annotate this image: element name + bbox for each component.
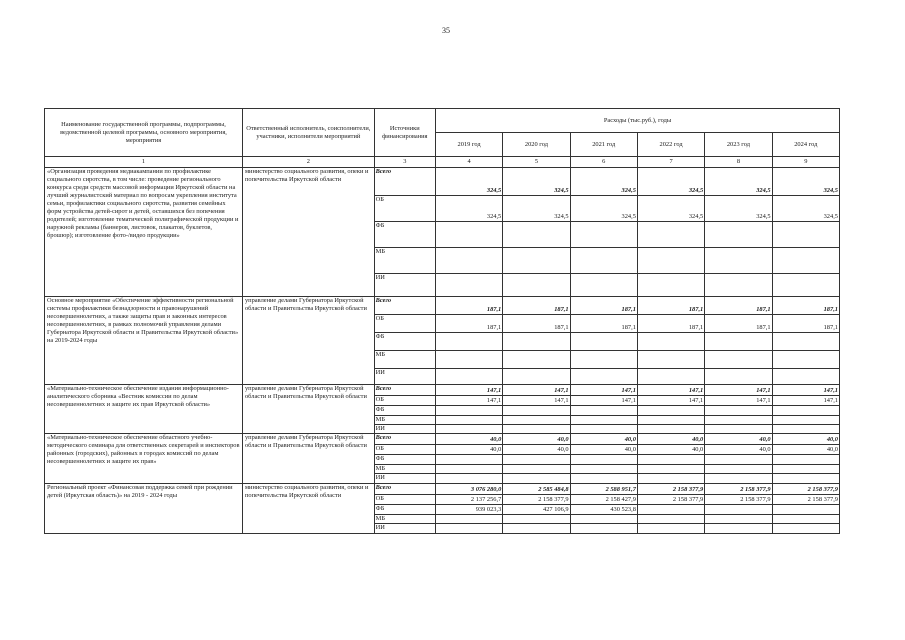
amount-cell xyxy=(772,369,839,385)
amount-cell xyxy=(772,416,839,425)
amount-cell: 2 158 377,9 xyxy=(772,484,839,495)
column-number: 9 xyxy=(772,157,839,168)
amount-cell xyxy=(772,505,839,515)
funding-source: ИИ xyxy=(374,369,435,385)
header-source: Источники финансирования xyxy=(374,109,435,157)
amount-cell xyxy=(637,274,704,297)
amount-cell xyxy=(503,274,570,297)
amount-cell: 40,0 xyxy=(772,445,839,455)
amount-cell xyxy=(503,222,570,248)
funding-source: МБ xyxy=(374,416,435,425)
amount-cell xyxy=(503,248,570,274)
amount-cell: 324,5 xyxy=(435,196,502,222)
amount-cell xyxy=(705,455,772,465)
amount-cell xyxy=(503,416,570,425)
amount-cell xyxy=(637,425,704,434)
amount-cell xyxy=(772,333,839,351)
executor-cell: министерство социального развития, опеки и попечительства Иркутской области xyxy=(242,168,374,297)
amount-cell: 324,5 xyxy=(503,168,570,196)
amount-cell xyxy=(570,351,637,369)
measure-name: «Материально-техническое обеспечение областного учебно-методического семинара для ответственных секретарей и инспекторов районных (городских), районных в городах комиссий по делам несовершеннолетних и защите их прав» xyxy=(45,434,243,484)
measure-name: «Организация проведения медиакампании по профилактике социального сиротства, в том числе: проведение регионального конкурса среди средств массовой информации Иркутской области на лучший журналистский материал по вопросам укрепления института семьи, профилактики социального сиротства, развития семейных форм устройства детей-сирот и детей, оставшихся без попечения родителей; изготовление тематической полиграфической продукции и наружной рекламы (баннеров, листовок, плакатов, буклетов, брошюр); изготовление фото-/видео продукции» xyxy=(45,168,243,297)
funding-source: Всего xyxy=(374,297,435,315)
amount-cell: 40,0 xyxy=(435,445,502,455)
amount-cell xyxy=(705,474,772,484)
funding-source: МБ xyxy=(374,515,435,524)
amount-cell: 40,0 xyxy=(503,434,570,445)
amount-cell: 187,1 xyxy=(570,315,637,333)
amount-cell: 324,5 xyxy=(570,196,637,222)
amount-cell xyxy=(570,274,637,297)
amount-cell xyxy=(637,465,704,474)
amount-cell: 187,1 xyxy=(570,297,637,315)
amount-cell: 2 137 256,7 xyxy=(435,495,502,505)
amount-cell: 187,1 xyxy=(705,315,772,333)
amount-cell: 147,1 xyxy=(772,396,839,406)
amount-cell xyxy=(570,474,637,484)
amount-cell xyxy=(772,222,839,248)
amount-cell xyxy=(637,248,704,274)
amount-cell xyxy=(503,474,570,484)
funding-source: ФБ xyxy=(374,406,435,416)
expenses-table xyxy=(44,108,840,534)
funding-source: Всего xyxy=(374,434,435,445)
amount-cell xyxy=(570,524,637,534)
amount-cell: 324,5 xyxy=(637,168,704,196)
amount-cell: 147,1 xyxy=(637,385,704,396)
amount-cell xyxy=(772,455,839,465)
amount-cell xyxy=(503,351,570,369)
amount-cell xyxy=(503,369,570,385)
amount-cell: 40,0 xyxy=(705,445,772,455)
funding-source: ИИ xyxy=(374,274,435,297)
amount-cell xyxy=(435,515,502,524)
amount-cell: 147,1 xyxy=(503,385,570,396)
amount-cell xyxy=(637,351,704,369)
amount-cell xyxy=(705,222,772,248)
amount-cell xyxy=(570,406,637,416)
funding-source: ИИ xyxy=(374,425,435,434)
amount-cell xyxy=(435,474,502,484)
amount-cell xyxy=(503,515,570,524)
amount-cell xyxy=(705,369,772,385)
funding-source: ФБ xyxy=(374,505,435,515)
amount-cell: 324,5 xyxy=(570,168,637,196)
funding-source: МБ xyxy=(374,248,435,274)
header-year: 2023 год xyxy=(705,133,772,157)
amount-cell xyxy=(705,465,772,474)
amount-cell: 2 158 377,9 xyxy=(705,484,772,495)
amount-cell xyxy=(705,505,772,515)
amount-cell xyxy=(705,351,772,369)
column-number: 2 xyxy=(242,157,374,168)
amount-cell: 187,1 xyxy=(435,315,502,333)
amount-cell: 187,1 xyxy=(705,297,772,315)
amount-cell xyxy=(570,416,637,425)
column-number: 8 xyxy=(705,157,772,168)
amount-cell xyxy=(570,333,637,351)
amount-cell xyxy=(772,474,839,484)
amount-cell xyxy=(435,465,502,474)
amount-cell: 40,0 xyxy=(637,434,704,445)
amount-cell: 40,0 xyxy=(570,445,637,455)
amount-cell: 3 076 280,0 xyxy=(435,484,502,495)
amount-cell: 40,0 xyxy=(570,434,637,445)
amount-cell: 40,0 xyxy=(435,434,502,445)
amount-cell xyxy=(705,248,772,274)
amount-cell xyxy=(772,351,839,369)
table-body xyxy=(45,168,840,534)
amount-cell xyxy=(503,524,570,534)
amount-cell: 324,5 xyxy=(772,196,839,222)
amount-cell xyxy=(705,333,772,351)
amount-cell xyxy=(435,351,502,369)
funding-source: МБ xyxy=(374,351,435,369)
amount-cell: 40,0 xyxy=(503,445,570,455)
funding-source: ОБ xyxy=(374,445,435,455)
amount-cell: 939 023,3 xyxy=(435,505,502,515)
amount-cell: 147,1 xyxy=(705,396,772,406)
amount-cell: 147,1 xyxy=(570,385,637,396)
amount-cell xyxy=(503,465,570,474)
amount-cell: 187,1 xyxy=(637,297,704,315)
amount-cell: 324,5 xyxy=(705,196,772,222)
amount-cell: 2 158 377,9 xyxy=(503,495,570,505)
amount-cell: 147,1 xyxy=(503,396,570,406)
amount-cell: 40,0 xyxy=(772,434,839,445)
amount-cell xyxy=(570,455,637,465)
table-row xyxy=(45,297,840,315)
amount-cell: 2 585 484,8 xyxy=(503,484,570,495)
amount-cell xyxy=(772,524,839,534)
amount-cell xyxy=(435,406,502,416)
funding-source: ОБ xyxy=(374,315,435,333)
measure-name: Основное мероприятие «Обеспечение эффективности региональной системы профилактики безнадзорности и правонарушений несовершеннолетних, а также защиты прав и законных интересов несовершеннолетних, в рамках полномочий управления делами Губернатора Иркутской области и Правительства Иркутской области» на 2019-2024 годы xyxy=(45,297,243,385)
amount-cell xyxy=(435,416,502,425)
header-expenses: Расходы (тыс.руб.), годы xyxy=(435,109,839,133)
amount-cell xyxy=(705,406,772,416)
amount-cell xyxy=(570,369,637,385)
amount-cell: 187,1 xyxy=(772,297,839,315)
amount-cell: 40,0 xyxy=(705,434,772,445)
amount-cell xyxy=(570,222,637,248)
amount-cell xyxy=(705,274,772,297)
funding-source: ИИ xyxy=(374,524,435,534)
executor-cell: министерство социального развития, опеки и попечительства Иркутской области xyxy=(242,484,374,534)
amount-cell xyxy=(435,369,502,385)
amount-cell: 324,5 xyxy=(503,196,570,222)
amount-cell xyxy=(637,369,704,385)
column-number: 4 xyxy=(435,157,502,168)
amount-cell xyxy=(637,524,704,534)
table-row xyxy=(45,434,840,445)
header-year: 2024 год xyxy=(772,133,839,157)
amount-cell xyxy=(772,406,839,416)
amount-cell: 324,5 xyxy=(772,168,839,196)
header-year: 2022 год xyxy=(637,133,704,157)
amount-cell xyxy=(772,465,839,474)
amount-cell: 324,5 xyxy=(705,168,772,196)
amount-cell: 147,1 xyxy=(570,396,637,406)
amount-cell: 187,1 xyxy=(503,297,570,315)
amount-cell xyxy=(570,515,637,524)
amount-cell xyxy=(435,455,502,465)
amount-cell: 187,1 xyxy=(637,315,704,333)
amount-cell: 2 158 377,9 xyxy=(637,495,704,505)
funding-source: Всего xyxy=(374,385,435,396)
executor-cell: управление делами Губернатора Иркутской области и Правительства Иркутской области xyxy=(242,385,374,434)
amount-cell xyxy=(503,406,570,416)
amount-cell xyxy=(772,248,839,274)
column-number: 6 xyxy=(570,157,637,168)
amount-cell: 324,5 xyxy=(637,196,704,222)
amount-cell: 187,1 xyxy=(503,315,570,333)
amount-cell xyxy=(503,455,570,465)
header-year: 2019 год xyxy=(435,133,502,157)
amount-cell xyxy=(435,333,502,351)
amount-cell: 147,1 xyxy=(772,385,839,396)
amount-cell xyxy=(705,524,772,534)
funding-source: ОБ xyxy=(374,495,435,505)
table-row xyxy=(45,484,840,495)
amount-cell: 40,0 xyxy=(637,445,704,455)
amount-cell xyxy=(637,515,704,524)
column-number: 5 xyxy=(503,157,570,168)
amount-cell xyxy=(772,515,839,524)
column-number: 3 xyxy=(374,157,435,168)
amount-cell: 324,5 xyxy=(435,168,502,196)
amount-cell xyxy=(503,425,570,434)
amount-cell: 2 158 377,9 xyxy=(705,495,772,505)
amount-cell xyxy=(570,465,637,474)
amount-cell: 427 106,9 xyxy=(503,505,570,515)
amount-cell xyxy=(705,515,772,524)
amount-cell xyxy=(637,222,704,248)
funding-source: ФБ xyxy=(374,333,435,351)
amount-cell xyxy=(705,425,772,434)
measure-name: «Материально-техническое обеспечение издания информационно-аналитического сборника «Вестник комиссии по делам несовершеннолетних и защите их прав Иркутской области» xyxy=(45,385,243,434)
column-number: 1 xyxy=(45,157,243,168)
amount-cell: 187,1 xyxy=(435,297,502,315)
header-executor: Ответственный исполнитель, соисполнители, участники, исполнители мероприятий xyxy=(242,109,374,157)
amount-cell xyxy=(637,333,704,351)
amount-cell xyxy=(772,425,839,434)
amount-cell xyxy=(637,455,704,465)
amount-cell xyxy=(435,425,502,434)
amount-cell: 2 588 951,7 xyxy=(570,484,637,495)
executor-cell: управление делами Губернатора Иркутской области и Правительства Иркутской области xyxy=(242,297,374,385)
amount-cell: 2 158 377,9 xyxy=(772,495,839,505)
funding-source: ФБ xyxy=(374,455,435,465)
amount-cell: 147,1 xyxy=(435,385,502,396)
funding-source: ФБ xyxy=(374,222,435,248)
funding-source: МБ xyxy=(374,465,435,474)
amount-cell xyxy=(570,248,637,274)
header-year: 2021 год xyxy=(570,133,637,157)
funding-source: ОБ xyxy=(374,196,435,222)
funding-source: ИИ xyxy=(374,474,435,484)
amount-cell xyxy=(435,524,502,534)
header-year: 2020 год xyxy=(503,133,570,157)
amount-cell: 2 158 427,9 xyxy=(570,495,637,505)
amount-cell: 2 158 377,9 xyxy=(637,484,704,495)
amount-cell xyxy=(772,274,839,297)
funding-source: Всего xyxy=(374,168,435,196)
amount-cell xyxy=(637,505,704,515)
amount-cell xyxy=(637,416,704,425)
executor-cell: управление делами Губернатора Иркутской области и Правительства Иркутской области xyxy=(242,434,374,484)
amount-cell xyxy=(435,248,502,274)
header-name: Наименование государственной программы, подпрограммы, ведомственной целевой программы, основного мероприятия, мероприятия xyxy=(45,109,243,157)
page-number: 35 xyxy=(442,26,450,35)
measure-name: Региональный проект «Финансовая поддержка семей при рождении детей (Иркутская область)» на 2019 - 2024 годы xyxy=(45,484,243,534)
amount-cell: 147,1 xyxy=(435,396,502,406)
funding-source: ОБ xyxy=(374,396,435,406)
amount-cell xyxy=(570,425,637,434)
amount-cell xyxy=(637,406,704,416)
funding-source: Всего xyxy=(374,484,435,495)
amount-cell: 147,1 xyxy=(705,385,772,396)
amount-cell xyxy=(435,274,502,297)
amount-cell: 187,1 xyxy=(772,315,839,333)
amount-cell xyxy=(637,474,704,484)
amount-cell: 430 523,8 xyxy=(570,505,637,515)
amount-cell xyxy=(435,222,502,248)
table-row xyxy=(45,168,840,196)
amount-cell xyxy=(705,416,772,425)
column-number: 7 xyxy=(637,157,704,168)
amount-cell xyxy=(503,333,570,351)
amount-cell: 147,1 xyxy=(637,396,704,406)
table-row xyxy=(45,385,840,396)
column-numbers-row xyxy=(45,157,840,168)
